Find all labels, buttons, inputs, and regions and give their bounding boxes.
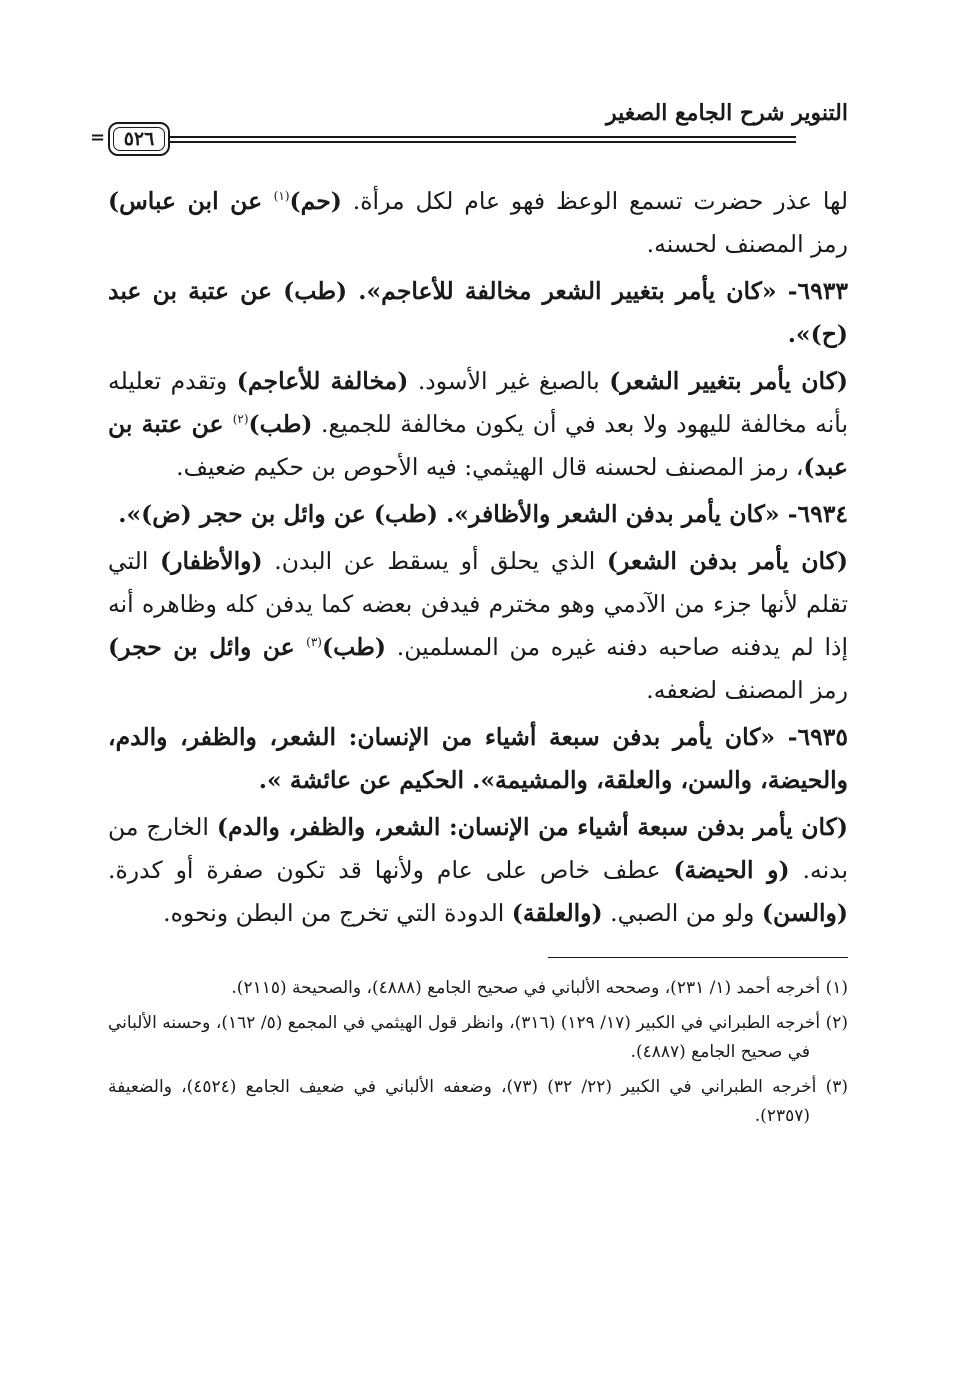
quoted-phrase: (كان يأمر بدفن الشعر) [606,547,848,575]
quoted-phrase: (و الحيضة) [673,856,790,884]
page-header [90,92,848,162]
footnote-ref: (٣) [306,635,322,650]
book-title: التنوير شرح الجامع الصغير [606,100,848,126]
paragraph-commentary-6934 [108,540,848,712]
main-text [108,180,848,935]
text-run: ولو من الصبي. [602,899,762,927]
footnote-1: (١) أخرجه أحمد (١/ ٢٣١)، وصححه الألباني في صحيح الجامع (٤٨٨٨)، والصحيحة (٢١١٥). [231,978,848,998]
footnote-ref: (١) [273,189,290,204]
header-double-rule [108,136,796,143]
hadith-6933: ٦٩٣٣- «كان يأمر بتغيير الشعر مخالفة للأعاجم». (طب) عن عتبة بن عبد (ح)». [108,277,848,348]
quoted-phrase: (والسن) [761,899,848,927]
source-code: (حم) [289,187,342,215]
header-edge-mark: = [90,127,106,148]
narrator: عن وائل بن حجر) [108,633,307,661]
paragraph-commentary-6933 [108,360,848,489]
source-code: (طب) [248,410,313,438]
quoted-phrase: (مخالفة للأعاجم) [236,367,409,395]
paragraph-1 [108,180,848,266]
paragraph-commentary-6935 [108,806,848,935]
text-run: ، رمز المصنف لحسنه قال الهيثمي: فيه الأحوص بن حكيم ضعيف. [176,453,804,481]
text-run: رمز المصنف لحسنه. [646,230,848,258]
text-run: رمز المصنف لضعفه. [646,676,848,704]
footnote-separator [548,957,848,958]
text-run: بالصبغ غير الأسود. [408,367,610,395]
hadith-6934: ٦٩٣٤- «كان يأمر بدفن الشعر والأظافر». (طب) عن وائل بن حجر (ض)». [118,500,848,528]
page-number-frame [108,122,170,156]
hadith-6935: ٦٩٣٥- «كان يأمر بدفن سبعة أشياء من الإنسان: الشعر، والظفر، والدم، والحيضة، والسن، والعلقة، والمشيمة». الحكيم عن عائشة ». [108,723,848,794]
text-run: وتقدم تعليله بأنه مخالفة لليهود ولا بعد في أن يكون مخالفة للجميع. [108,367,848,438]
text-run: التي تقلم لأنها جزء من الآدمي وهو مخترم فيدفن بعضه كما يدفن كله وظاهره أنه إذا لم يدفنه صاحبه دفنه غيره من المسلمين. [108,547,848,661]
text-run: عطف خاص على عام ولأنها قد تكون صفرة أو كدرة. [108,856,674,884]
narrator: عن ابن عباس) [108,187,274,215]
narrator: عن عتبة بن عبد) [108,410,848,481]
quoted-phrase: (والعلقة) [511,899,603,927]
quoted-phrase: (كان يأمر بتغيير الشعر) [609,367,849,395]
book-page [90,92,849,1137]
footnotes [108,974,848,1131]
text-run: الخارج من بدنه. [108,813,848,884]
page-number: ٥٢٦ [123,128,155,150]
footnote-3: (٣) أخرجه الطبراني في الكبير (٢٢/ ٣٢) (٧٣)، وضعفه الألباني في ضعيف الجامع (٤٥٢٤)، والضعيفة (٢٣٥٧). [108,1077,848,1126]
footnote-2: (٢) أخرجه الطبراني في الكبير (١٧/ ١٢٩) (٣١٦)، وانظر قول الهيثمي في المجمع (٥/ ١٦٢)، وحسنه الألباني في صحيح الجامع (٤٨٨٧). [108,1013,849,1062]
text-run: الدودة التي تخرج من البطن ونحوه. [163,899,512,927]
quoted-phrase: (كان يأمر بدفن سبعة أشياء من الإنسان: الشعر، والظفر، والدم) [216,813,848,841]
text-run: الذي يحلق أو يسقط عن البدن. [262,547,607,575]
footnote-ref: (٢) [232,412,249,427]
quoted-phrase: (والأظفار) [160,547,263,575]
text-run: لها عذر حضرت تسمع الوعظ فهو عام لكل مرأة. [341,187,848,215]
source-code: (طب) [321,633,387,661]
